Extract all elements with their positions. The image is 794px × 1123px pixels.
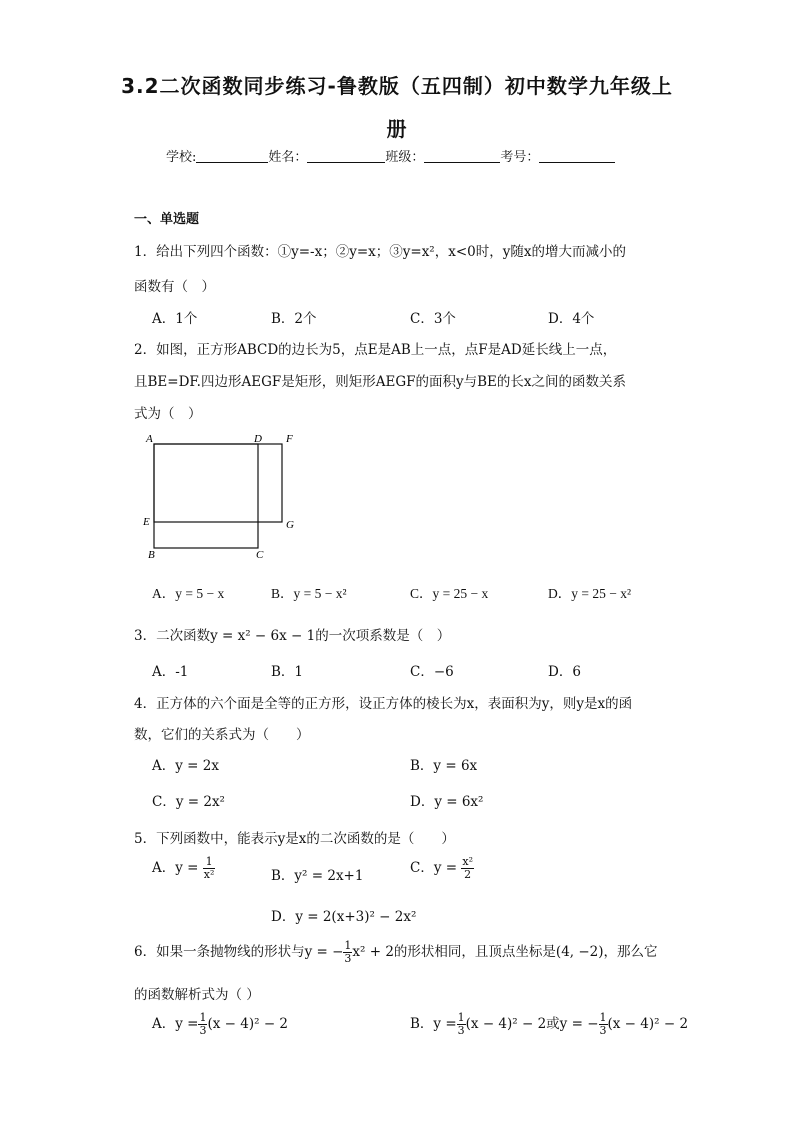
question-5-line1: 5．下列函数中，能表示y是x的二次函数的是（ ） [134, 831, 455, 847]
q4-option-a[interactable]: A．y = 2x [152, 758, 219, 774]
q6-option-a[interactable] [152, 1012, 288, 1037]
question-6-line2: 的函数解析式为（ ） [134, 987, 260, 1003]
section-heading: 一、单选题 [134, 212, 200, 227]
question-1-line2: 函数有（ ） [134, 279, 215, 295]
school-label: 学校: [166, 150, 197, 165]
question-2-line1: 2．如图，正方形ABCD的边长为5，点E是AB上一点，点F是AD延长线上一点， [134, 342, 617, 358]
class-blank[interactable] [424, 148, 500, 163]
q5-option-a-prefix: A．y = [152, 860, 199, 876]
q4-option-b[interactable]: B．y = 6x [410, 758, 478, 774]
q6-option-b-post: (x − 4)² − 2 [607, 1016, 689, 1032]
q3-option-a[interactable]: A．-1 [152, 664, 189, 680]
q2-option-a[interactable]: A．y = 5 − x [152, 586, 225, 601]
q6-line1-post: x² + 2的形状相同，且顶点坐标是(4, −2)，那么它 [352, 944, 658, 960]
question-4-line2: 数，它们的关系式为（ ） [134, 727, 310, 743]
rectangle-aegf [154, 444, 282, 522]
q5-option-a-fraction: $\frac{1}{\text{x²}}$ [203, 855, 215, 881]
q1-option-b[interactable]: B．2个 [271, 311, 317, 327]
number-label: 考号： [500, 150, 540, 165]
question-4-line1: 4．正方体的六个面是全等的正方形，设正方体的棱长为x，表面积为y，则y是x的函 [134, 696, 633, 712]
q5-option-b[interactable]: B．y² = 2x+1 [271, 868, 364, 884]
q6-option-b-fraction1: $\frac{1}{3}$ [457, 1011, 465, 1037]
page-title-line2: 册 [386, 117, 408, 141]
q6-option-b-prefix: B．y = [410, 1016, 457, 1032]
question-2-line3: 式为（ ） [134, 406, 202, 422]
q5-option-c[interactable] [410, 856, 474, 881]
q3-option-b[interactable]: B．1 [271, 664, 304, 680]
q6-option-b[interactable] [410, 1012, 688, 1037]
label-d: D [254, 433, 262, 445]
label-e: E [143, 516, 150, 528]
q3-option-d[interactable]: D．6 [548, 664, 581, 680]
label-g: G [286, 519, 294, 531]
q6-option-a-prefix: A．y = [152, 1016, 199, 1032]
q6-option-b-mid: (x − 4)² − 2或y = − [465, 1016, 599, 1032]
question-2-line2: 且BE=DF.四边形AEGF是矩形，则矩形AEGF的面积y与BE的长x之间的函数关系 [134, 374, 626, 390]
q5-option-c-prefix: C．y = [410, 860, 458, 876]
q2-option-b[interactable]: B．y = 5 − x² [271, 586, 347, 601]
school-blank[interactable] [196, 148, 268, 163]
q5-option-c-fraction: $\frac{\text{x²}}{2}$ [462, 855, 473, 881]
q1-option-d[interactable]: D．4个 [548, 311, 595, 327]
q4-option-d[interactable]: D．y = 6x² [410, 794, 484, 810]
label-a: A [146, 433, 153, 445]
name-blank[interactable] [307, 148, 385, 163]
q6-line1-pre: 6．如果一条抛物线的形状与y = − [134, 944, 344, 960]
name-label: 姓名： [268, 150, 308, 165]
q2-option-d[interactable]: D．y = 25 − x² [548, 586, 632, 601]
q6-option-a-post: (x − 4)² − 2 [207, 1016, 289, 1032]
question-1-line1: 1．给出下列四个函数：①y=-x；②y=x；③y=x²，x<0时，y随x的增大而减小的 [134, 244, 626, 260]
label-b: B [148, 549, 155, 561]
class-label: 班级： [385, 150, 425, 165]
question-3-line1: 3．二次函数y = x² − 6x − 1的一次项系数是（ ） [134, 628, 451, 644]
page-title: 3.2二次函数同步练习-鲁教版（五四制）初中数学九年级上 [121, 74, 673, 98]
student-info-line [166, 146, 615, 165]
q5-option-d[interactable]: D．y = 2(x+3)² − 2x² [271, 909, 417, 925]
q1-option-a[interactable]: A．1个 [152, 311, 198, 327]
q6-option-b-fraction2: $\frac{1}{3}$ [599, 1011, 607, 1037]
q4-option-c[interactable]: C．y = 2x² [152, 794, 225, 810]
q1-option-c[interactable]: C．3个 [410, 311, 456, 327]
label-c: C [256, 549, 264, 561]
q5-option-a[interactable] [152, 856, 215, 881]
square-abcd [154, 444, 258, 548]
q6-line1-fraction: $\frac{1}{3}$ [344, 939, 352, 965]
question-6-line1 [134, 940, 658, 965]
q2-option-c[interactable]: C．y = 25 − x [410, 586, 489, 601]
q6-option-a-fraction: $\frac{1}{3}$ [199, 1011, 207, 1037]
q3-option-c[interactable]: C．−6 [410, 664, 454, 680]
label-f: F [286, 433, 293, 445]
number-blank[interactable] [539, 148, 615, 163]
q2-figure [140, 428, 310, 563]
